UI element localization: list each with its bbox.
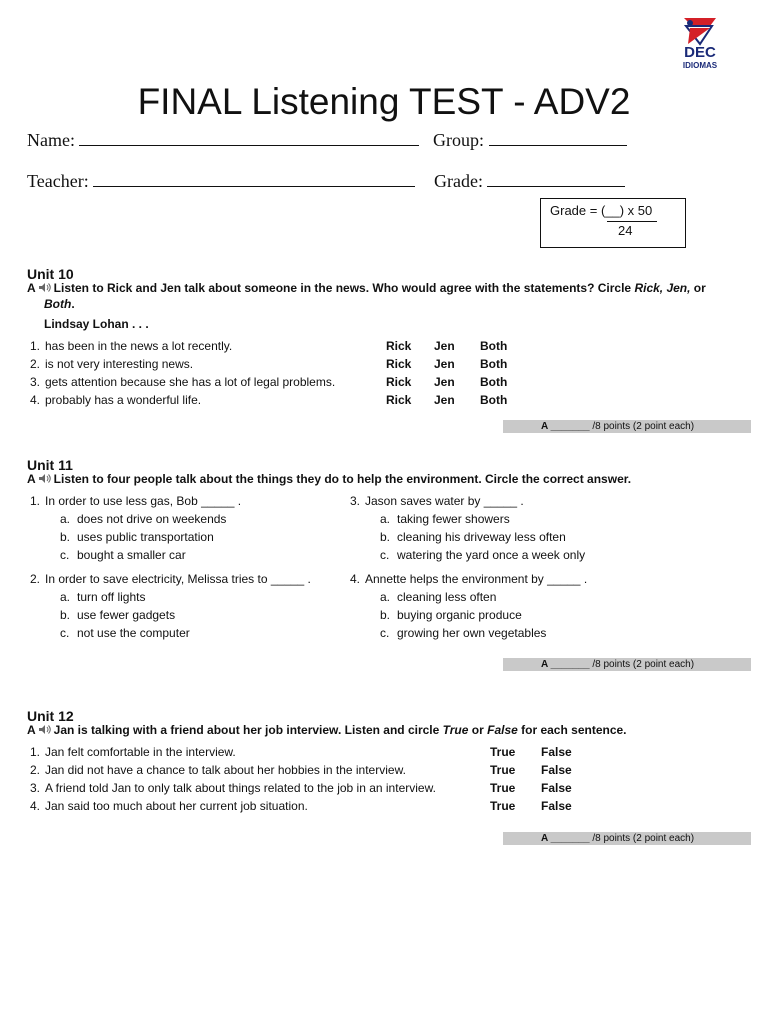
question-text: In order to save electricity, Melissa tries to _____ . (45, 572, 311, 586)
unit10-prefix: A (27, 281, 36, 295)
answer-option-true[interactable]: True (490, 799, 516, 813)
choice-text: watering the yard once a week only (397, 548, 586, 562)
unit10-instr-text: Listen to Rick and Jen talk about someone in the news. Who would agree with the statements? Circle (53, 281, 635, 295)
item-text: Jan did not have a chance to talk about her hobbies in the interview. (45, 763, 406, 777)
fraction-bar (607, 221, 657, 222)
speaker-icon[interactable] (38, 473, 52, 488)
unit11-title: Unit 11 (27, 457, 73, 473)
unit10-score-bar (503, 420, 751, 433)
answer-option-rick[interactable]: Rick (386, 357, 412, 371)
choice-text: taking fewer showers (397, 512, 510, 526)
unit11-prefix: A (27, 472, 36, 486)
answer-choice[interactable] (60, 624, 190, 642)
answer-option-false[interactable]: False (541, 799, 572, 813)
unit11-instructions (27, 472, 747, 488)
list-item (24, 337, 232, 355)
name-field[interactable] (27, 130, 419, 151)
answer-choice[interactable] (60, 528, 214, 546)
item-number: 2. (29, 763, 40, 777)
unit10-instr-period: . (71, 297, 75, 311)
list-item (24, 761, 406, 779)
answer-choice[interactable] (380, 528, 566, 546)
list-item (24, 743, 236, 761)
answer-choice[interactable] (380, 546, 585, 564)
name-label: Name: (27, 130, 75, 150)
unit12-instr-true: True (442, 723, 469, 737)
unit10-title: Unit 10 (27, 266, 74, 282)
logo-subtext: IDIOMAS (682, 61, 718, 70)
question-number: 2. (29, 572, 40, 586)
unit12-instr-end: for each sentence. (517, 723, 627, 737)
unit12-score-text: /8 points (2 point each) (589, 833, 695, 844)
choice-text: does not drive on weekends (77, 512, 227, 526)
answer-option-jen[interactable]: Jen (434, 357, 455, 371)
grade-formula-box (540, 198, 686, 248)
answer-option-true[interactable]: True (490, 745, 516, 759)
answer-option-true[interactable]: True (490, 763, 516, 777)
answer-option-false[interactable]: False (541, 781, 572, 795)
speaker-icon[interactable] (38, 724, 52, 739)
answer-option-both[interactable]: Both (480, 375, 508, 389)
unit10-instr-or: or (690, 281, 706, 295)
answer-choice[interactable] (60, 588, 145, 606)
unit12-instructions (27, 723, 747, 739)
choice-text: buying organic produce (397, 608, 522, 622)
choice-letter: c. (60, 626, 70, 640)
choice-letter: a. (60, 512, 71, 526)
group-label: Group: (433, 130, 484, 150)
dec-idiomas-logo (676, 14, 724, 70)
item-number: 3. (29, 375, 40, 389)
choice-text: use fewer gadgets (77, 608, 176, 622)
item-text: gets attention because she has a lot of legal problems. (45, 375, 336, 389)
question (24, 570, 311, 588)
item-number: 2. (29, 357, 40, 371)
speaker-icon[interactable] (38, 282, 52, 297)
question-number: 4. (349, 572, 360, 586)
unit10-instr-both: Both (44, 297, 72, 311)
answer-choice[interactable] (380, 624, 546, 642)
answer-choice[interactable] (380, 588, 496, 606)
answer-option-both[interactable]: Both (480, 393, 508, 407)
unit12-instr-false: False (487, 723, 518, 737)
grade-field[interactable] (434, 171, 625, 192)
choice-letter: b. (60, 530, 71, 544)
question-number: 1. (29, 494, 40, 508)
question-text: Jason saves water by _____ . (365, 494, 524, 508)
unit11-score-text: /8 points (2 point each) (589, 659, 695, 670)
choice-text: turn off lights (77, 590, 146, 604)
unit12-instr-text: Jan is talking with a friend about her job interview. Listen and circle (53, 723, 443, 737)
answer-option-jen[interactable]: Jen (434, 393, 455, 407)
choice-letter: c. (380, 548, 390, 562)
grade-label: Grade: (434, 171, 483, 191)
item-text: has been in the news a lot recently. (45, 339, 233, 353)
group-field[interactable] (433, 130, 627, 151)
unit11-instr-text: Listen to four people talk about the things they do to help the environment. Circle the correct answer. (53, 472, 632, 486)
unit10-score-text: /8 points (2 point each) (589, 421, 695, 432)
teacher-blank[interactable] (93, 173, 415, 187)
unit11-score-bar (503, 658, 751, 671)
choice-text: growing her own vegetables (397, 626, 547, 640)
teacher-label: Teacher: (27, 171, 89, 191)
answer-choice[interactable] (60, 510, 226, 528)
item-number: 4. (29, 393, 40, 407)
grade-blank[interactable] (487, 173, 625, 187)
unit11-score-blank[interactable]: A _______ (541, 659, 590, 670)
unit10-subject: Lindsay Lohan . . . (44, 317, 149, 331)
choice-letter: b. (60, 608, 71, 622)
question (344, 492, 524, 510)
answer-option-false[interactable]: False (541, 763, 572, 777)
unit10-instr-options: Rick, Jen, (634, 281, 691, 295)
answer-choice[interactable] (60, 546, 186, 564)
choice-letter: c. (380, 626, 390, 640)
unit12-instr-or: or (468, 723, 488, 737)
question-text: Annette helps the environment by _____ . (365, 572, 588, 586)
item-text: A friend told Jan to only talk about things related to the job in an interview. (45, 781, 436, 795)
list-item (24, 779, 436, 797)
choice-letter: b. (380, 530, 391, 544)
list-item (24, 797, 308, 815)
choice-text: uses public transportation (77, 530, 214, 544)
list-item (24, 373, 335, 391)
choice-letter: a. (380, 512, 391, 526)
answer-option-both[interactable]: Both (480, 339, 508, 353)
unit10-score-blank[interactable]: A _______ (541, 421, 590, 432)
grade-formula-line1: Grade = (__) x 50 (550, 203, 653, 218)
page-title: FINAL Listening TEST - ADV2 (137, 81, 631, 122)
unit10-instructions (27, 281, 747, 312)
answer-choice[interactable] (60, 606, 175, 624)
grade-formula-line2: 24 (618, 223, 633, 238)
choice-text: bought a smaller car (77, 548, 186, 562)
item-text: probably has a wonderful life. (45, 393, 202, 407)
question-number: 3. (349, 494, 360, 508)
answer-option-false[interactable]: False (541, 745, 572, 759)
name-blank[interactable] (79, 132, 419, 146)
question-text: In order to use less gas, Bob _____ . (45, 494, 242, 508)
logo-text: DEC (684, 44, 716, 61)
unit12-prefix: A (27, 723, 36, 737)
item-number: 1. (29, 745, 40, 759)
item-number: 3. (29, 781, 40, 795)
choice-letter: b. (380, 608, 391, 622)
group-blank[interactable] (489, 132, 627, 146)
unit12-title: Unit 12 (27, 708, 74, 724)
item-number: 4. (29, 799, 40, 813)
answer-option-rick[interactable]: Rick (386, 339, 412, 353)
answer-option-jen[interactable]: Jen (434, 339, 455, 353)
answer-option-rick[interactable]: Rick (386, 375, 412, 389)
choice-text: cleaning his driveway less often (397, 530, 566, 544)
choice-letter: a. (380, 590, 391, 604)
teacher-field[interactable] (27, 171, 415, 192)
choice-letter: c. (60, 548, 70, 562)
choice-text: not use the computer (77, 626, 190, 640)
unit12-score-bar (503, 832, 751, 845)
answer-choice[interactable] (380, 510, 510, 528)
choice-letter: a. (60, 590, 71, 604)
answer-option-both[interactable]: Both (480, 357, 508, 371)
answer-choice[interactable] (380, 606, 522, 624)
item-number: 1. (29, 339, 40, 353)
answer-option-rick[interactable]: Rick (386, 393, 412, 407)
question (344, 570, 587, 588)
item-text: Jan said too much about her current job situation. (45, 799, 308, 813)
item-text: Jan felt comfortable in the interview. (45, 745, 236, 759)
list-item (24, 391, 201, 409)
unit12-score-blank[interactable]: A _______ (541, 833, 590, 844)
answer-option-true[interactable]: True (490, 781, 516, 795)
list-item (24, 355, 193, 373)
item-text: is not very interesting news. (45, 357, 194, 371)
answer-option-jen[interactable]: Jen (434, 375, 455, 389)
choice-text: cleaning less often (397, 590, 497, 604)
question (24, 492, 241, 510)
